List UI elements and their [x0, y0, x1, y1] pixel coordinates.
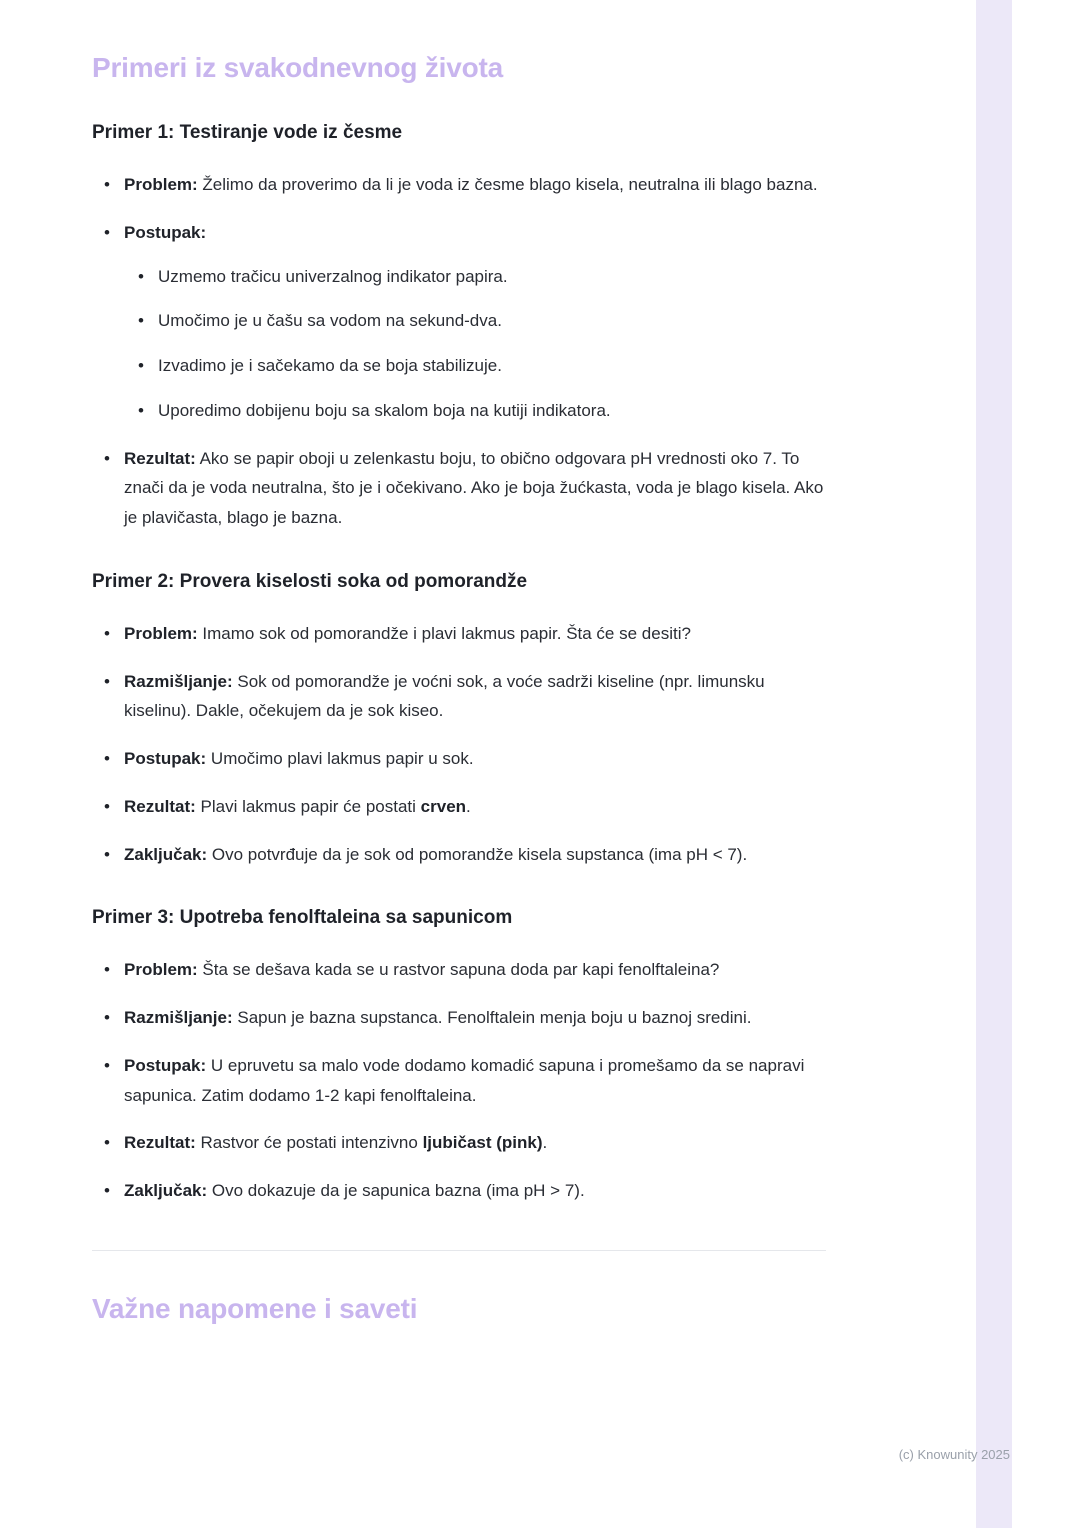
list-item-text [124, 1008, 752, 1027]
list-item [124, 1176, 826, 1206]
list-item [124, 667, 826, 727]
bullet-list [92, 955, 826, 1206]
bold-label: Postupak: [124, 222, 207, 242]
bold-label: Postupak: [124, 749, 207, 768]
bold-label: Zaključak: [124, 844, 208, 864]
bold-label: crven [420, 796, 467, 816]
body-text: . [466, 796, 471, 816]
body-text: Šta se dešava kada se u rastvor sapuna doda par kapi fenolftaleina? [197, 960, 720, 980]
example-heading: Primer 1: Testiranje vode iz česme [92, 122, 403, 143]
body-text: Imamo sok od pomorandže i plavi lakmus papir. Šta će se desiti? [197, 623, 691, 643]
body-text: Rastvor će postati intenzivno [195, 1133, 423, 1153]
body-text: Želimo da proverimo da li je voda iz česme blago kisela, neutralna ili blago bazna. [197, 175, 818, 194]
example-heading: Primer 3: Upotreba fenolftaleina sa sapunicom [92, 907, 513, 929]
list-item-text [124, 1133, 547, 1152]
list-item [124, 170, 826, 200]
page-margin-strip [976, 0, 1012, 1528]
body-text: Sok od pomorandže je voćni sok, a voće sadrži kiseline (npr. limunsku kiselinu). Dakle, očekujem da je sok kiseo. [124, 671, 765, 721]
list-item-text [124, 624, 691, 643]
list-item [124, 744, 826, 774]
list-item [124, 1003, 826, 1033]
bold-label: Postupak: [124, 1055, 207, 1075]
section-divider [92, 1250, 826, 1251]
list-item-text [124, 749, 474, 768]
list-item-text [124, 845, 747, 864]
footer-credit: (c) Knowunity 2025 [898, 1447, 1010, 1462]
bold-label: Zaključak: [124, 1181, 208, 1200]
bold-label: Problem: [124, 175, 198, 194]
page-title: Primeri iz svakodnevnog života [92, 52, 504, 83]
bold-label: Rezultat: [124, 1133, 196, 1153]
body-text: Ako se papir oboji u zelenkastu boju, to obično odgovara pH vrednosti oko 7. To znači da je voda neutralna, što je i očekivano. Ako je boja žućkasta, voda je blago kisela. Ako je plavičasta, blago je bazna. [124, 448, 824, 527]
body-text: Umočimo plavi lakmus papir u sok. [206, 749, 474, 768]
body-text: Ovo dokazuje da je sapunica bazna (ima pH > 7). [207, 1181, 585, 1200]
list-item [124, 619, 826, 649]
bullet-list [92, 170, 826, 533]
list-item-text [124, 797, 471, 816]
list-item-text [124, 672, 765, 721]
body-text: Ovo potvrđuje da je sok od pomorandže kisela supstanca (ima pH < 7). [207, 844, 748, 864]
sub-list-item [158, 396, 826, 426]
sub-list-item [158, 262, 826, 292]
example-heading: Primer 2: Provera kiselosti soka od pomorandže [92, 570, 528, 592]
sub-list-item [158, 306, 826, 336]
sub-list-item-text: Izvadimo je i sačekamo da se boja stabilizuje. [158, 356, 502, 375]
list-item [124, 840, 826, 870]
list-item-text [124, 1181, 585, 1200]
sub-list-item-text: Uporedimo dobijenu boju sa skalom boja na kutiji indikatora. [158, 400, 611, 420]
list-item [124, 444, 826, 533]
bold-label: Problem: [124, 623, 198, 643]
bullet-list [92, 619, 826, 870]
list-item [124, 955, 826, 985]
bold-label: Rezultat: [124, 796, 196, 816]
list-item-text [124, 175, 818, 194]
sub-list-item-text: Umočimo je u čašu sa vodom na sekund-dva. [158, 311, 502, 331]
list-item-text [124, 1056, 804, 1105]
list-item-text [124, 960, 719, 979]
examples-container [92, 122, 826, 1206]
document-content [92, 0, 826, 1325]
bold-label: Problem: [124, 960, 198, 980]
list-item [124, 792, 826, 822]
list-item [124, 1128, 826, 1158]
next-section-title: Važne napomene i saveti [92, 1292, 418, 1324]
body-text: U epruvetu sa malo vode dodamo komadić sapuna i promešamo da se napravi sapunica. Zatim dodamo 1-2 kapi fenolftaleina. [124, 1055, 805, 1105]
body-text: . [542, 1133, 548, 1153]
bold-label: Razmišljanje: [124, 1008, 233, 1027]
bold-label: Razmišljanje: [124, 671, 233, 691]
list-item-text [124, 223, 206, 242]
list-item-text [124, 449, 823, 528]
bold-label: Rezultat: [124, 448, 196, 468]
bold-label: ljubičast (pink) [422, 1133, 543, 1153]
sub-list-item-text: Uzmemo tračicu univerzalnog indikator papira. [158, 266, 508, 286]
list-item [124, 1051, 826, 1111]
body-text: Sapun je bazna supstanca. Fenolftalein menja boju u baznoj sredini. [232, 1008, 752, 1027]
sub-bullet-list [124, 262, 826, 426]
body-text: Plavi lakmus papir će postati [195, 796, 421, 816]
list-item [124, 218, 826, 426]
sub-list-item [158, 351, 826, 381]
